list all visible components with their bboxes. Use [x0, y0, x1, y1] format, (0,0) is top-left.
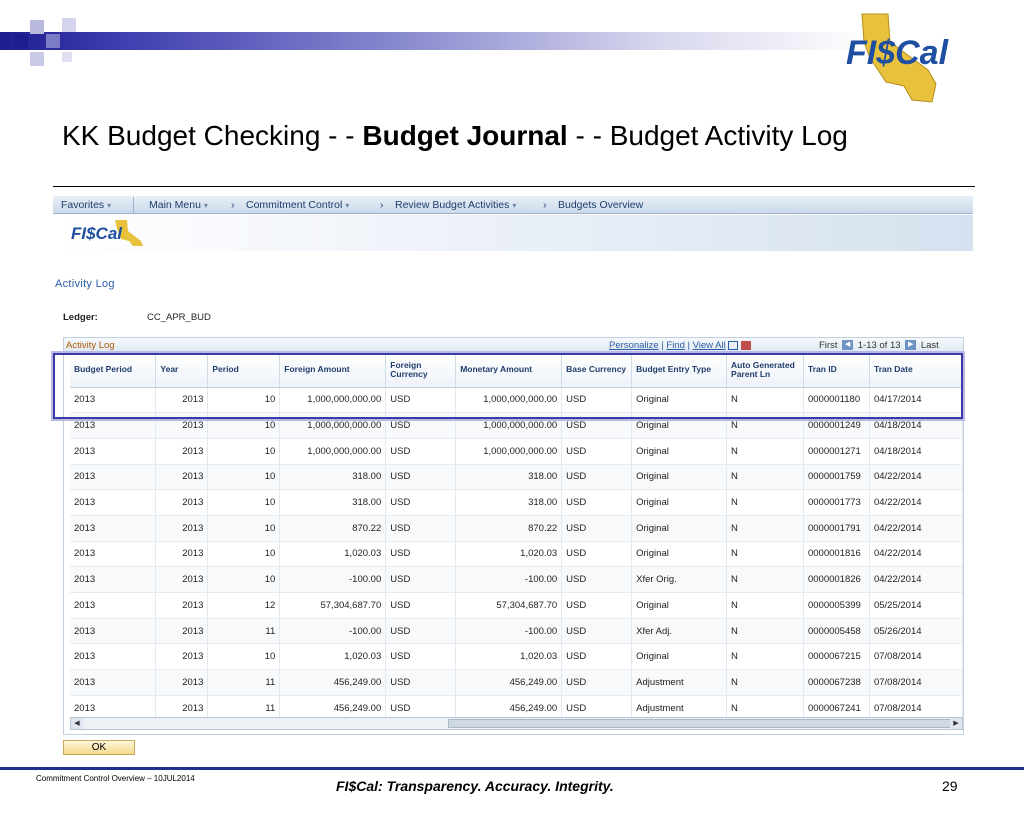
slide-title — [62, 120, 962, 152]
table-cell: N — [727, 618, 804, 644]
grid-tools: Personalize | Find | View All — [609, 340, 751, 351]
table-cell: -100.00 — [280, 567, 386, 593]
table-cell: 2013 — [156, 670, 208, 696]
table-cell: USD — [562, 593, 632, 619]
table-row[interactable] — [70, 618, 963, 644]
table-cell: Original — [632, 464, 727, 490]
previous-icon[interactable]: ◀ — [842, 340, 853, 350]
table-cell: 2013 — [70, 670, 156, 696]
table-cell: 10 — [208, 644, 280, 670]
table-cell: 2013 — [156, 644, 208, 670]
table-row[interactable] — [70, 567, 963, 593]
column-header[interactable]: Tran ID — [803, 353, 869, 387]
table-cell: USD — [386, 695, 456, 721]
table-cell: 10 — [208, 387, 280, 413]
peoplesoft-screen — [53, 196, 973, 762]
table-cell: 04/18/2014 — [869, 438, 962, 464]
table-cell: 1,000,000,000.00 — [456, 387, 562, 413]
page-number: 29 — [942, 778, 958, 794]
table-cell: 2013 — [156, 618, 208, 644]
table-cell: 0000005458 — [803, 618, 869, 644]
table-cell: 11 — [208, 670, 280, 696]
table-cell: N — [727, 567, 804, 593]
table-cell: -100.00 — [456, 567, 562, 593]
table-cell: 05/26/2014 — [869, 618, 962, 644]
table-cell: USD — [386, 464, 456, 490]
favorites-menu[interactable]: Favorites ▾ — [61, 199, 112, 211]
table-cell: 1,020.03 — [456, 541, 562, 567]
table-cell: Original — [632, 387, 727, 413]
decorative-square — [62, 18, 76, 32]
page-title: Activity Log — [55, 278, 115, 290]
table-cell: USD — [386, 670, 456, 696]
table-cell: USD — [562, 515, 632, 541]
table-cell: Original — [632, 413, 727, 439]
table-cell: 2013 — [156, 593, 208, 619]
decorative-square — [46, 34, 60, 48]
table-cell: USD — [386, 541, 456, 567]
table-cell: N — [727, 413, 804, 439]
grid-caption: Activity Log — [66, 340, 115, 351]
table-cell: 2013 — [156, 464, 208, 490]
table-cell: Original — [632, 541, 727, 567]
table-cell: USD — [386, 618, 456, 644]
table-cell: 0000001271 — [803, 438, 869, 464]
table-row[interactable] — [70, 515, 963, 541]
table-cell: 2013 — [70, 387, 156, 413]
next-icon[interactable]: ▶ — [905, 340, 916, 350]
table-cell: 04/22/2014 — [869, 541, 962, 567]
scroll-right-icon[interactable]: ▶ — [950, 718, 962, 729]
table-cell: 04/22/2014 — [869, 490, 962, 516]
column-header[interactable]: Budget Period — [70, 353, 156, 387]
table-cell: 1,020.03 — [456, 644, 562, 670]
nav-bar — [53, 196, 973, 214]
personalize-link[interactable]: Personalize — [609, 340, 659, 351]
table-cell: USD — [562, 618, 632, 644]
table-cell: N — [727, 644, 804, 670]
table-cell: USD — [562, 644, 632, 670]
breadcrumb-commitment-control[interactable]: Commitment Control ▾ — [246, 199, 350, 211]
table-row[interactable] — [70, 670, 963, 696]
breadcrumb-review-budget-activities[interactable]: Review Budget Activities ▾ — [395, 199, 517, 211]
table-cell: 870.22 — [280, 515, 386, 541]
title-part-1: KK Budget Checking - - — [62, 120, 363, 151]
column-header[interactable]: Year — [156, 353, 208, 387]
column-header[interactable]: Tran Date — [869, 353, 962, 387]
title-bold: Budget Journal — [362, 120, 568, 151]
table-cell: 2013 — [70, 413, 156, 439]
table-cell: USD — [386, 438, 456, 464]
table-row[interactable] — [70, 464, 963, 490]
table-row[interactable] — [70, 438, 963, 464]
table-cell: 870.22 — [456, 515, 562, 541]
table-cell: 2013 — [70, 695, 156, 721]
table-cell: Original — [632, 438, 727, 464]
scroll-left-icon[interactable]: ◀ — [71, 718, 83, 729]
table-cell: N — [727, 464, 804, 490]
download-icon[interactable] — [728, 341, 738, 350]
table-cell: 0000001249 — [803, 413, 869, 439]
find-link[interactable]: Find — [666, 340, 685, 351]
breadcrumb-separator: › — [380, 199, 384, 211]
table-cell: USD — [386, 644, 456, 670]
table-cell: 1,000,000,000.00 — [280, 438, 386, 464]
table-cell: 0000001180 — [803, 387, 869, 413]
table-cell: 2013 — [156, 387, 208, 413]
decorative-square — [62, 52, 72, 62]
table-cell: 1,000,000,000.00 — [280, 413, 386, 439]
table-row[interactable] — [70, 541, 963, 567]
table-cell: 0000067238 — [803, 670, 869, 696]
last-label: Last — [920, 340, 939, 351]
table-cell: USD — [562, 413, 632, 439]
table-cell: 10 — [208, 464, 280, 490]
table-cell: 10 — [208, 567, 280, 593]
table-cell: 0000005399 — [803, 593, 869, 619]
title-rule — [53, 186, 975, 187]
table-cell: 0000001826 — [803, 567, 869, 593]
table-cell: Xfer Adj. — [632, 618, 727, 644]
chevron-down-icon: ▾ — [203, 201, 208, 210]
view-all-link[interactable]: View All — [692, 340, 726, 351]
table-cell: 2013 — [156, 515, 208, 541]
table-cell: N — [727, 438, 804, 464]
table-cell: 456,249.00 — [456, 695, 562, 721]
table-row[interactable] — [70, 644, 963, 670]
pager — [819, 340, 939, 351]
table-cell: 04/22/2014 — [869, 464, 962, 490]
table-cell: N — [727, 670, 804, 696]
decorative-square — [30, 52, 44, 66]
table-cell: 05/25/2014 — [869, 593, 962, 619]
table-cell: 2013 — [70, 464, 156, 490]
table-cell: 57,304,687.70 — [456, 593, 562, 619]
table-cell: 10 — [208, 515, 280, 541]
fiscal-app-logo-text: FI$Cal — [71, 224, 123, 243]
table-cell: 1,000,000,000.00 — [456, 413, 562, 439]
table-cell: 10 — [208, 413, 280, 439]
column-header[interactable]: Auto Generated Parent Ln — [727, 353, 804, 387]
title-part-2: - - Budget Activity Log — [567, 120, 848, 151]
table-cell: N — [727, 695, 804, 721]
column-header[interactable]: Foreign Currency — [386, 353, 456, 387]
table-cell: N — [727, 593, 804, 619]
table-row[interactable] — [70, 490, 963, 516]
table-cell: USD — [386, 515, 456, 541]
table-cell: -100.00 — [280, 618, 386, 644]
table-cell: N — [727, 490, 804, 516]
table-cell: 2013 — [156, 438, 208, 464]
table-cell: -100.00 — [456, 618, 562, 644]
row-range: 1-13 of 13 — [857, 340, 901, 351]
nav-divider — [133, 197, 134, 213]
table-cell: 0000001759 — [803, 464, 869, 490]
table-cell: 04/17/2014 — [869, 387, 962, 413]
table-cell: USD — [562, 541, 632, 567]
column-header[interactable]: Foreign Amount — [280, 353, 386, 387]
table-cell: 0000001791 — [803, 515, 869, 541]
table-cell: 2013 — [156, 413, 208, 439]
table-cell: 12 — [208, 593, 280, 619]
table-cell: 0000067215 — [803, 644, 869, 670]
table-cell: 04/22/2014 — [869, 567, 962, 593]
table-cell: USD — [562, 695, 632, 721]
table-body — [70, 387, 963, 721]
table-cell: 2013 — [156, 695, 208, 721]
scrollbar-thumb[interactable] — [448, 719, 956, 728]
table-cell: 04/18/2014 — [869, 413, 962, 439]
fiscal-app-logo — [71, 219, 151, 247]
table-cell: 456,249.00 — [456, 670, 562, 696]
table-cell: 2013 — [70, 644, 156, 670]
table-cell: 10 — [208, 541, 280, 567]
table-cell: USD — [386, 567, 456, 593]
table-cell: 04/22/2014 — [869, 515, 962, 541]
column-header[interactable]: Period — [208, 353, 280, 387]
spreadsheet-icon[interactable] — [741, 341, 751, 350]
table-cell: USD — [562, 438, 632, 464]
table-cell: 2013 — [156, 567, 208, 593]
table-cell: 318.00 — [280, 490, 386, 516]
table-cell: 1,020.03 — [280, 541, 386, 567]
table-cell: 1,000,000,000.00 — [456, 438, 562, 464]
fiscal-logo — [840, 12, 990, 104]
table-cell: 456,249.00 — [280, 695, 386, 721]
horizontal-scrollbar[interactable] — [70, 717, 963, 730]
first-label: First — [819, 340, 838, 351]
table-cell: 0000067241 — [803, 695, 869, 721]
table-cell: Original — [632, 490, 727, 516]
table-cell: Adjustment — [632, 670, 727, 696]
footer-rule — [0, 767, 1024, 770]
table-cell: N — [727, 541, 804, 567]
column-header[interactable]: Budget Entry Type — [632, 353, 727, 387]
table-cell: 07/08/2014 — [869, 644, 962, 670]
table-cell: N — [727, 515, 804, 541]
table-cell: USD — [562, 670, 632, 696]
chevron-down-icon: ▾ — [512, 201, 517, 210]
table-cell: USD — [562, 567, 632, 593]
footer-left-text: Commitment Control Overview – 10JUL2014 — [36, 774, 195, 783]
table-cell: 11 — [208, 695, 280, 721]
ledger-value: CC_APR_BUD — [147, 312, 211, 323]
chevron-down-icon: ▾ — [345, 201, 350, 210]
table-cell: 1,020.03 — [280, 644, 386, 670]
chevron-down-icon: ▾ — [107, 201, 112, 210]
breadcrumb-budgets-overview[interactable]: Budgets Overview — [558, 199, 644, 211]
ledger-label: Ledger: — [63, 312, 98, 323]
fiscal-logo-text: FI$Cal — [846, 34, 949, 72]
table-cell: 2013 — [70, 593, 156, 619]
table-cell: 0000001816 — [803, 541, 869, 567]
table-cell: 318.00 — [280, 464, 386, 490]
table-cell: USD — [386, 387, 456, 413]
table-cell: Adjustment — [632, 695, 727, 721]
table-cell: 07/08/2014 — [869, 670, 962, 696]
table-cell: 10 — [208, 490, 280, 516]
table-cell: 07/08/2014 — [869, 695, 962, 721]
table-cell: 10 — [208, 438, 280, 464]
table-cell: 456,249.00 — [280, 670, 386, 696]
table-cell: 2013 — [156, 490, 208, 516]
table-cell: 2013 — [70, 618, 156, 644]
table-cell: Original — [632, 515, 727, 541]
app-banner — [53, 215, 973, 251]
decorative-square — [30, 20, 44, 34]
decorative-square — [14, 34, 28, 48]
table-cell: Original — [632, 644, 727, 670]
table-cell: USD — [386, 593, 456, 619]
table-cell: 57,304,687.70 — [280, 593, 386, 619]
table-cell: 2013 — [70, 490, 156, 516]
table-cell: 318.00 — [456, 490, 562, 516]
breadcrumb-separator: › — [543, 199, 547, 211]
table-cell: 2013 — [70, 438, 156, 464]
table-cell: 0000001773 — [803, 490, 869, 516]
grid-title-bar — [64, 338, 963, 352]
table-cell: 318.00 — [456, 464, 562, 490]
table-cell: USD — [562, 490, 632, 516]
breadcrumb-separator: › — [231, 199, 235, 211]
table-cell: Original — [632, 593, 727, 619]
column-header[interactable]: Base Currency — [562, 353, 632, 387]
table-cell: 1,000,000,000.00 — [280, 387, 386, 413]
ok-button[interactable]: OK — [63, 740, 135, 755]
table-cell: 2013 — [70, 515, 156, 541]
highlight-box — [53, 353, 963, 419]
table-cell: USD — [386, 490, 456, 516]
table-cell: 2013 — [156, 541, 208, 567]
table-cell: Xfer Orig. — [632, 567, 727, 593]
table-cell: USD — [562, 464, 632, 490]
table-cell: USD — [386, 413, 456, 439]
table-cell: N — [727, 387, 804, 413]
table-cell: 11 — [208, 618, 280, 644]
footer-tagline: FI$Cal: Transparency. Accuracy. Integrity. — [336, 778, 614, 794]
table-cell: USD — [562, 387, 632, 413]
table-cell: 2013 — [70, 541, 156, 567]
table-row[interactable] — [70, 593, 963, 619]
column-header[interactable]: Monetary Amount — [456, 353, 562, 387]
main-menu[interactable]: Main Menu ▾ — [149, 199, 208, 211]
table-cell: 2013 — [70, 567, 156, 593]
